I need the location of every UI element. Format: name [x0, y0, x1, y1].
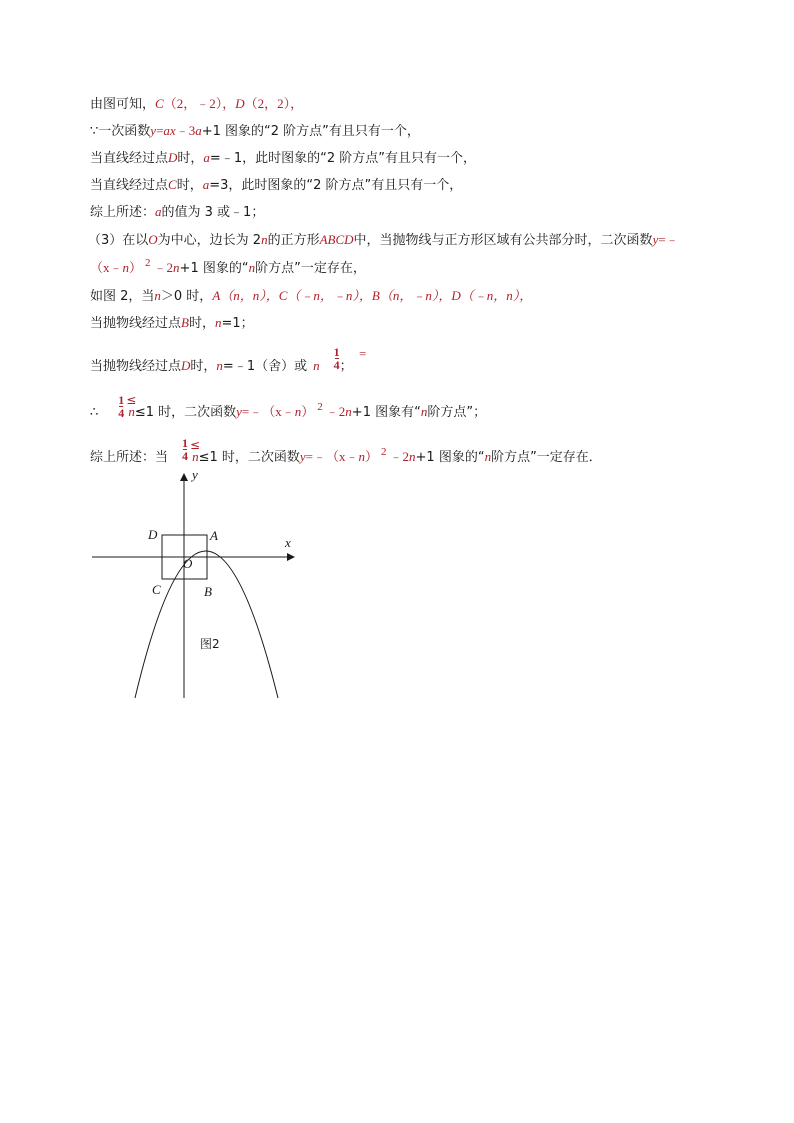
var-n: n [214, 315, 222, 330]
term-minus3: ﹣3 [175, 123, 196, 138]
semicolon: ； [339, 359, 353, 374]
point-label-d: D [148, 527, 158, 542]
fraction-one-quarter [182, 437, 188, 462]
line7-paren-close: ） [129, 260, 143, 275]
var-n: n [409, 449, 416, 464]
figure-caption: 图2 [200, 637, 220, 651]
line12-end: +1 图象的“ [415, 450, 485, 465]
point-label-b: B [204, 584, 212, 599]
line12-prefix: 综上所述：当 [90, 450, 169, 465]
line9-mid: 时， [188, 316, 215, 331]
var-n: n [192, 449, 199, 464]
line11-mid: ≤1 时，二次函数 [134, 405, 237, 420]
fraction-numerator: 1 [118, 393, 125, 407]
var-y: y [150, 123, 157, 138]
text-line-9 [90, 315, 254, 332]
leq-symbol: ≤ [190, 438, 201, 452]
var-n: n [313, 358, 320, 373]
line4-mid: 时， [176, 178, 203, 193]
text-line-5 [90, 204, 264, 221]
line2-prefix: ∵一次函数 [90, 124, 151, 139]
point-label-a: A [210, 528, 218, 543]
text-line-6 [88, 232, 679, 249]
text-line-4 [90, 177, 462, 194]
text-line-11 [90, 393, 487, 425]
line7-mid: ﹣2 [153, 260, 174, 275]
point-c-label: C [168, 177, 177, 192]
var-a: a [195, 123, 202, 138]
var-y: y [299, 449, 306, 464]
axis-label-x: x [285, 535, 291, 550]
point-o-label: O [148, 232, 158, 247]
square-abcd: ABCD [319, 232, 354, 247]
line7-end: 阶方点”一定存在， [255, 261, 366, 276]
exponent-2: 2 [317, 401, 323, 413]
text-line-3 [90, 150, 476, 167]
line6-prefix: （3）在以 [88, 233, 149, 248]
var-a: a [202, 177, 210, 192]
therefore-symbol: ∴ [90, 405, 99, 420]
line4-suffix: =3，此时图象的“2 阶方点”有且只有一个， [209, 178, 463, 193]
line3-suffix: =﹣1，此时图象的“2 阶方点”有且只有一个， [209, 151, 476, 166]
text-line-7 [90, 257, 366, 277]
var-n: n [345, 404, 352, 419]
fraction-denominator: 4 [333, 358, 340, 372]
var-n: n [484, 449, 492, 464]
line4-prefix: 当直线经过点 [90, 178, 169, 193]
var-n: n [420, 404, 428, 419]
text-line-10 [90, 345, 353, 379]
var-n: n [358, 449, 365, 464]
point-label-o: O [183, 556, 193, 571]
fraction-numerator: 1 [333, 345, 340, 359]
exponent-2: 2 [145, 257, 151, 269]
text-line-2 [90, 123, 420, 140]
line5-prefix: 综上所述： [90, 205, 156, 220]
axis-label-y: y [192, 467, 198, 482]
leq-symbol: ≤ [126, 393, 137, 407]
line6-mid3: 中，当抛物线与正方形区域有公共部分时，二次函数 [353, 233, 653, 248]
var-y: y [236, 404, 242, 419]
var-n: n [128, 404, 135, 419]
fraction-one-quarter [334, 346, 340, 371]
line9-prefix: 当抛物线经过点 [90, 316, 182, 331]
equals: = [359, 346, 367, 361]
var-n: n [294, 404, 302, 419]
line5-suffix: 的值为 3 或﹣1； [161, 205, 265, 220]
line11-final: 阶方点”； [427, 405, 487, 420]
fraction-denominator: 4 [118, 406, 125, 420]
var-a: a [155, 204, 162, 219]
line8-cond: ＞0 时， [160, 289, 213, 304]
line3-prefix: 当直线经过点 [90, 151, 169, 166]
line7-paren-open: （x﹣ [90, 260, 123, 275]
var-n: n [261, 232, 268, 247]
text-line-8 [90, 288, 532, 305]
point-label-c: C [152, 582, 161, 597]
point-c-label: C [155, 96, 164, 111]
point-d-label: D [168, 150, 178, 165]
line7-post: +1 图象的“ [179, 261, 249, 276]
line11-end: +1 图象有“ [351, 405, 421, 420]
line1-prefix: 由图可知， [90, 97, 156, 112]
fraction-numerator: 1 [182, 436, 189, 450]
exponent-2: 2 [381, 446, 387, 458]
line12-post: ﹣2 [389, 449, 410, 464]
line9-suffix: =1； [221, 316, 254, 331]
line6-mid2: 的正方形 [267, 233, 320, 248]
equals: = [156, 123, 164, 138]
fraction-one-quarter [118, 394, 124, 419]
var-a: a [203, 150, 210, 165]
point-d-coords: （2，2）， [244, 96, 304, 111]
var-n: n [248, 260, 256, 275]
line12-close: ） [365, 449, 379, 464]
line3-mid: 时， [177, 151, 204, 166]
line10-prefix: 当抛物线经过点 [90, 359, 182, 374]
point-d-label: D [235, 96, 245, 111]
line10-equals-overlay [359, 346, 366, 363]
figure-2-diagram [80, 466, 310, 706]
line11-eq: =﹣（x﹣ [241, 404, 295, 419]
point-d-label: D [181, 358, 191, 373]
point-c-coords: （2，﹣2）， [163, 96, 236, 111]
line12-mid: ≤1 时，二次函数 [198, 450, 300, 465]
line12-eq: =﹣（x﹣ [305, 449, 359, 464]
var-n: n [122, 260, 130, 275]
line2-suffix: +1 图象的“2 阶方点”有且只有一个， [201, 124, 420, 139]
line11-post: ﹣2 [325, 404, 346, 419]
var-n: n [173, 260, 180, 275]
line10-suffix: =﹣1（舍）或 [222, 359, 308, 374]
line11-close: ） [301, 404, 315, 419]
line10-mid: 时， [190, 359, 217, 374]
points-list: A（n，n），C（﹣n，﹣n），B（n，﹣n），D（﹣n，n）， [212, 288, 533, 303]
line12-final: 阶方点”一定存在． [491, 450, 602, 465]
term-ax: ax [163, 123, 176, 138]
text-line-1 [90, 96, 303, 113]
fraction-denominator: 4 [182, 449, 189, 463]
var-n: n [216, 358, 223, 373]
point-b-label: B [181, 315, 189, 330]
line6-mid1: 为中心，边长为 2 [157, 233, 262, 248]
line8-prefix: 如图 2，当 [90, 289, 155, 304]
var-n: n [154, 288, 161, 303]
var-y: y [652, 232, 659, 247]
line6-suffix: =﹣ [658, 232, 679, 247]
